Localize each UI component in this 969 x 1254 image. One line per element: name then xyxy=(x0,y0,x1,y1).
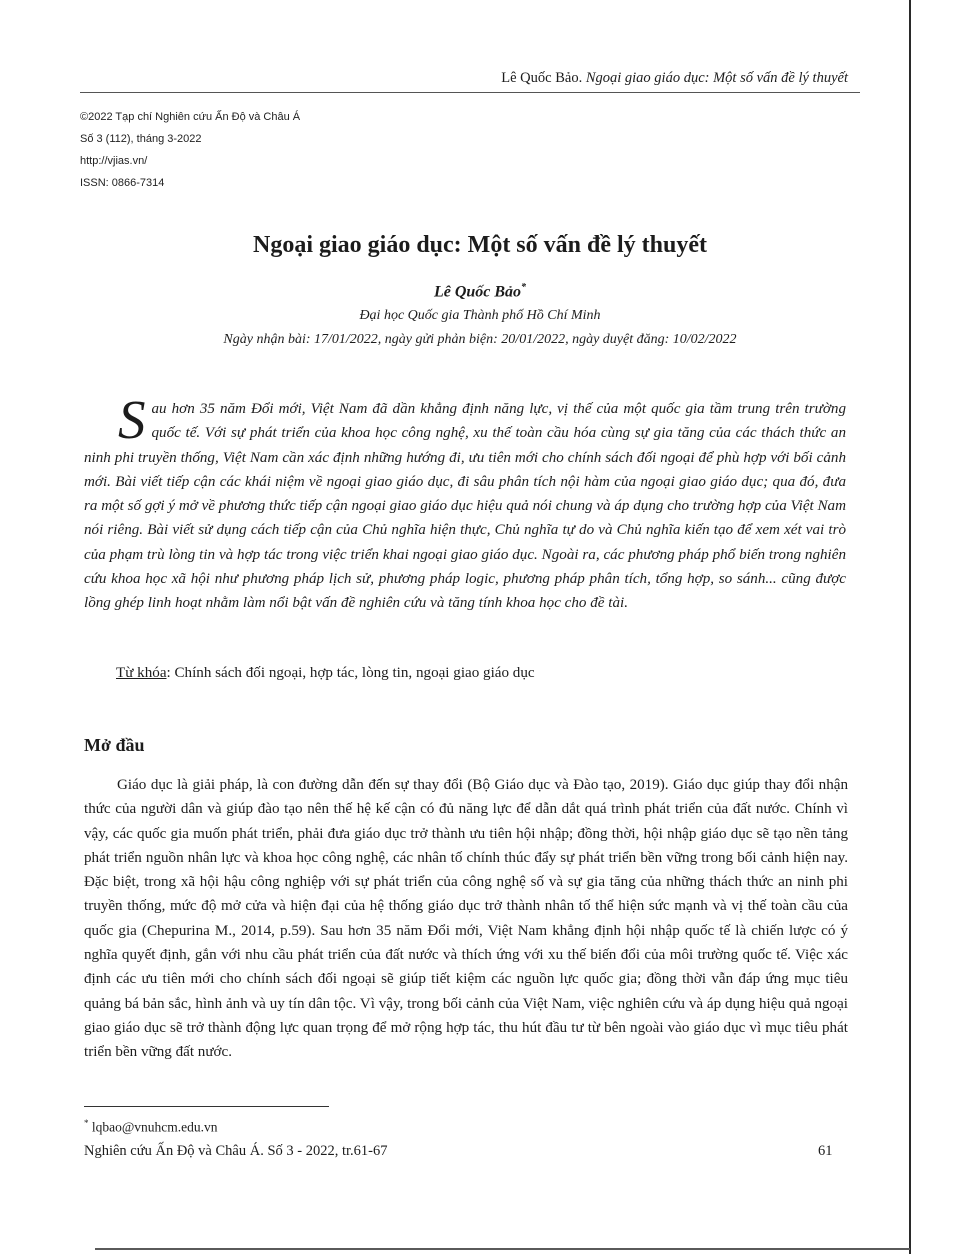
scan-edge-bottom xyxy=(95,1248,910,1250)
abstract-drop-cap: S xyxy=(118,389,146,450)
page-number: 61 xyxy=(818,1143,833,1159)
submission-dates: Ngày nhận bài: 17/01/2022, ngày gửi phản biện: 20/01/2022, ngày duyệt đăng: 10/02/2022 xyxy=(223,332,737,347)
footnote xyxy=(84,1118,218,1136)
running-head xyxy=(420,70,848,87)
keywords-label: Từ khóa xyxy=(116,665,167,681)
journal-url: http://vjias.vn/ xyxy=(80,155,148,167)
abstract-text: au hơn 35 năm Đổi mới, Việt Nam đã dần khẳng định năng lực, vị thế của một quốc gia tầm trung trên trường quốc tế. Với sự phát triển của khoa học công nghệ, xu thế toàn cầu hóa cùng sự gia tăng của các thách thức an ninh phi truyền thống, Việt Nam cần xác định những hướng đi, ưu tiên mới cho chính sách đối ngoại để phù hợp với bối cảnh mới. Bài viết tiếp cận các khái niệm về ngoại giao giáo dục, đi sâu phân tích nội hàm của ngoại giao giáo dục; qua đó, đưa ra một số gợi ý mở về phương thức tiếp cận ngoại giao giáo dục hiệu quả nói chung và áp dụng cho trường hợp của Việt Nam nói riêng. Bài viết sử dụng cách tiếp cận của Chủ nghĩa hiện thực, Chủ nghĩa tự do và Chủ nghĩa kiến tạo để xem xét vai trò của phạm trù lòng tin và hợp tác trong việc triển khai ngoại giao giáo dục. Ngoài ra, các phương pháp phổ biến trong nghiên cứu khoa học xã hội như phương pháp lịch sử, phương pháp logic, phương pháp phân tích, tổng hợp, so sánh... cũng được lồng ghép linh hoạt nhằm làm nổi bật vấn đề nghiên cứu và tăng tính khoa học cho đề tài. xyxy=(84,401,846,612)
issue-line: Số 3 (112), tháng 3-2022 xyxy=(80,133,202,145)
keywords-text: Chính sách đối ngoại, hợp tác, lòng tin, ngoại giao giáo dục xyxy=(174,665,535,681)
abstract xyxy=(84,389,846,616)
author-affiliation: Đại học Quốc gia Thành phố Hồ Chí Minh xyxy=(359,308,601,323)
keywords-separator: : xyxy=(166,665,175,681)
article-title: Ngoại giao giáo dục: Một số vấn đề lý thuyết xyxy=(252,232,707,258)
journal-footer: Nghiên cứu Ấn Độ và Châu Á. Số 3 - 2022, tr.61-67 xyxy=(84,1143,388,1159)
author-name: Lê Quốc Bảo xyxy=(433,283,522,301)
keywords xyxy=(116,665,535,682)
scan-edge-right xyxy=(909,0,911,1254)
issn-line: ISSN: 0866-7314 xyxy=(80,177,165,189)
body-paragraph: Giáo dục là giải pháp, là con đường dẫn đến sự thay đổi (Bộ Giáo dục và Đào tạo, 2019). Giáo dục giúp thay đổi nhận thức của người dân và giúp đào tạo nên thế hệ kế cận có đủ năng lực để dẫn dắt quá trình phát triển của đất nước. Chính vì vậy, các quốc gia muốn phát triển, phải đưa giáo dục trở thành ưu tiên hội nhập; đồng thời, hội nhập giáo dục sẽ tạo nền tảng phát triển nguồn nhân lực và khoa học công nghệ, các nhân tố chính thúc đẩy sự phát triển bền vững trong bối cảnh hiện nay. Đặc biệt, trong xã hội hậu công nghiệp với sự phát triển của công nghệ số và sự gia tăng của những thách thức an ninh phi truyền thống, mức độ mở cửa và hiện đại của hệ thống giáo dục trở thành nhân tố thể hiện sức mạnh và vị thế toàn cầu của quốc gia (Chepurina M., 2014, p.59). Sau hơn 35 năm Đổi mới, Việt Nam khẳng định hội nhập quốc tế là chiến lược có ý nghĩa quyết định, gắn với nhu cầu phát triển của đất nước và thích ứng với xu thế biến đổi của môi trường quốc tế. Việc xác định các ưu tiên mới cho chính sách đối ngoại sẽ giúp tiết kiệm các nguồn lực quốc gia; đồng thời vẫn đáp ứng mục tiêu quảng bá bản sắc, hình ảnh và uy tín dân tộc. Vì vậy, trong bối cảnh của Việt Nam, việc nghiên cứu và áp dụng hiệu quả ngoại giao giáo dục sẽ trở thành động lực quan trọng để mở rộng hợp tác, thu hút đầu tư từ bên ngoài vào giáo dục vì mục tiêu phát triển bền vững đất nước. xyxy=(84,777,848,1061)
running-head-author: Lê Quốc Bảo. xyxy=(501,70,583,86)
running-head-rule xyxy=(80,92,860,93)
footnote-rule xyxy=(84,1106,329,1107)
footnote-mark: * xyxy=(84,1118,89,1128)
footnote-email: lqbao@vnuhcm.edu.vn xyxy=(88,1119,218,1135)
section-heading: Mở đầu xyxy=(84,735,145,755)
author-line xyxy=(80,282,880,301)
publication-info xyxy=(80,106,300,194)
author-footnote-mark: * xyxy=(521,282,527,293)
running-head-title: Ngoại giao giáo dục: Một số vấn đề lý thuyết xyxy=(585,70,848,86)
copyright-line: ©2022 Tạp chí Nghiên cứu Ấn Độ và Châu Á xyxy=(80,111,301,123)
